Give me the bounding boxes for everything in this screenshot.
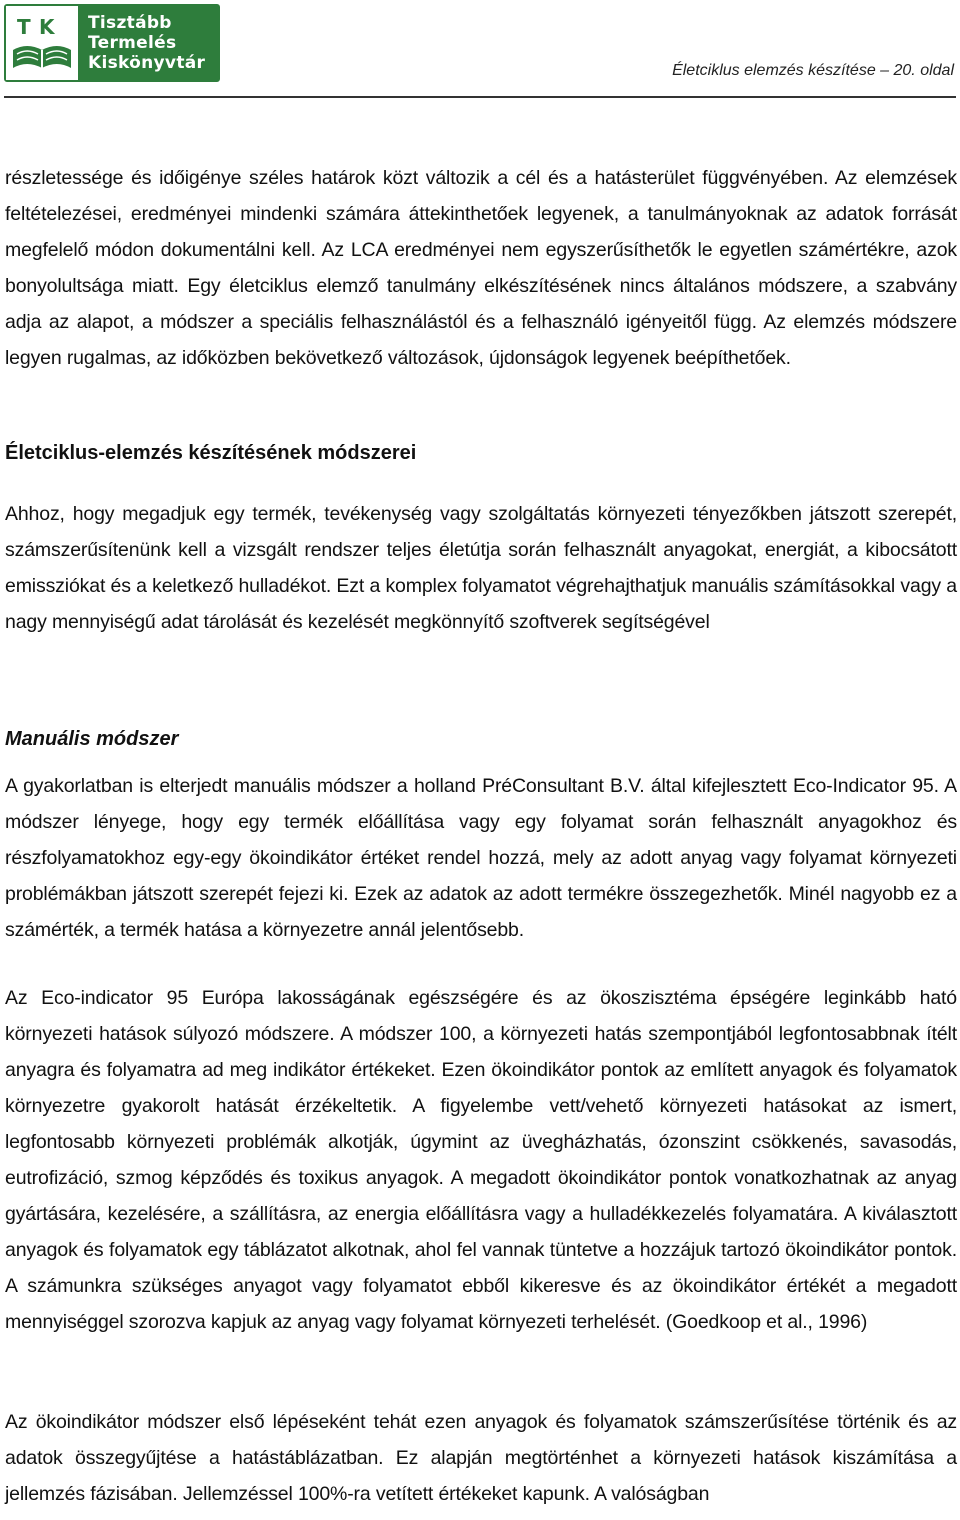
page-header bbox=[0, 0, 960, 96]
book-logo-icon bbox=[6, 6, 78, 80]
paragraph: Az ökoindikátor módszer első lépéseként tehát ezen anyagok és folyamatok számszerűsítése történik és az adatok összegyűjtése a hatástáblázatban. Ez alapján megtörténhet a környezeti hatások kiszámítása a jellemzés fázisában. Jellemzéssel 100%-ra vetített értékeket kapunk. A valóságban bbox=[5, 1411, 957, 1505]
paragraph: A gyakorlatban is elterjedt manuális módszer a holland PréConsultant B.V. által kifejlesztett Eco-Indicator 95. A módszer lényege, hogy egy termék előállítása vagy egy folyamat során felhasznált anyagokhoz és részfolyamatokhoz egy-egy ökoindikátor értéket rendel hozzá, mely az adott anyag vagy folyamat környezeti problémákban játszott szerepét fejezi ki. Ezek az adatok az adott termékre összegezhetők. Minél nagyobb ez a számérték, a termék hatása a környezetre annál jelentősebb. bbox=[5, 775, 957, 941]
logo-line: Tisztább bbox=[88, 13, 172, 33]
section-heading: Életciklus-elemzés készítésének módszerei bbox=[5, 442, 417, 464]
logo-wordmark bbox=[78, 13, 218, 73]
logo-line: Termelés bbox=[88, 33, 177, 53]
paragraph: részletessége és időigénye széles határok közt változik a cél és a hatásterület függvényében. Az elemzések feltételezései, eredményei mindenki számára áttekinthetőek legyenek, a tanulmányoknak az adatok forrását megfelelő módon dokumentálni kell. Az LCA eredményei nem egyszerűsíthetők le egyetlen számértékre, azok bonyolultsága miatt. Egy életciklus elemző tanulmány elkészítésének nincs általános módszere, a szabvány adja az alapot, a módszer a speciális felhasználástól és a felhasználó igényeitől függ. Az elemzés módszere legyen rugalmas, az időközben bekövetkező változások, újdonságok legyenek beépíthetőek. bbox=[5, 167, 957, 369]
svg-text:K: K bbox=[39, 15, 55, 39]
header-divider bbox=[4, 96, 956, 98]
paragraph: Ahhoz, hogy megadjuk egy termék, tevékenység vagy szolgáltatás környezeti tényezőkben játszott szerepét, számszerűsítenünk kell a vizsgált rendszer teljes életútja során felhasznált anyagokat, energiát, a kibocsátott emissziókat és a keletkező hulladékot. Ezt a komplex folyamatot végrehajthatjuk manuális számításokkal vagy a nagy mennyiségű adat tárolását és kezelését megkönnyítő szoftverek segítségével bbox=[5, 503, 957, 633]
svg-text:T: T bbox=[17, 15, 31, 39]
subsection-heading: Manuális módszer bbox=[5, 728, 179, 750]
page-reference: Életciklus elemzés készítése – 20. oldal bbox=[672, 62, 954, 79]
paragraph: Az Eco-indicator 95 Európa lakosságának egészségére és az ökoszisztéma épségére leginkább ható környezeti hatások súlyozó módszere. A módszer 100, a környezeti hatás szempontjából legfontosabbnak ítélt anyagra és folyamatra ad meg indikátor értékeket. Ezen ökoindikátor pontok az említett anyagok és folyamatok környezetre gyakorolt hatását érzékeltetik. A figyelembe vett/vehető környezeti hatásokat az ismert, legfontosabb környezeti problémák alkotják, úgymint az üvegházhatás, ózonszint csökkenés, savasodás, eutrofizáció, szmog képződés és toxikus anyagok. A megadott ökoindikátor pontok vonatkozhatnak az anyag gyártására, kezelésére, a szállításra, az energia előállításra vagy a hulladékkezelés folyamatára. A kiválasztott anyagok és folyamatok egy táblázatot alkotnak, ahol fel vannak tüntetve a hozzájuk tartozó ökoindikátor pontok. A számunkra szükséges anyagot vagy folyamatot ebből kikeresve és az ökoindikátor értékét a megadott mennyiséggel szorozva kapjuk az anyag vagy folyamat környezeti terhelését. (Goedkoop et al., 1996) bbox=[5, 987, 957, 1333]
logo-line: Kiskönyvtár bbox=[88, 53, 206, 73]
logo bbox=[4, 4, 220, 82]
